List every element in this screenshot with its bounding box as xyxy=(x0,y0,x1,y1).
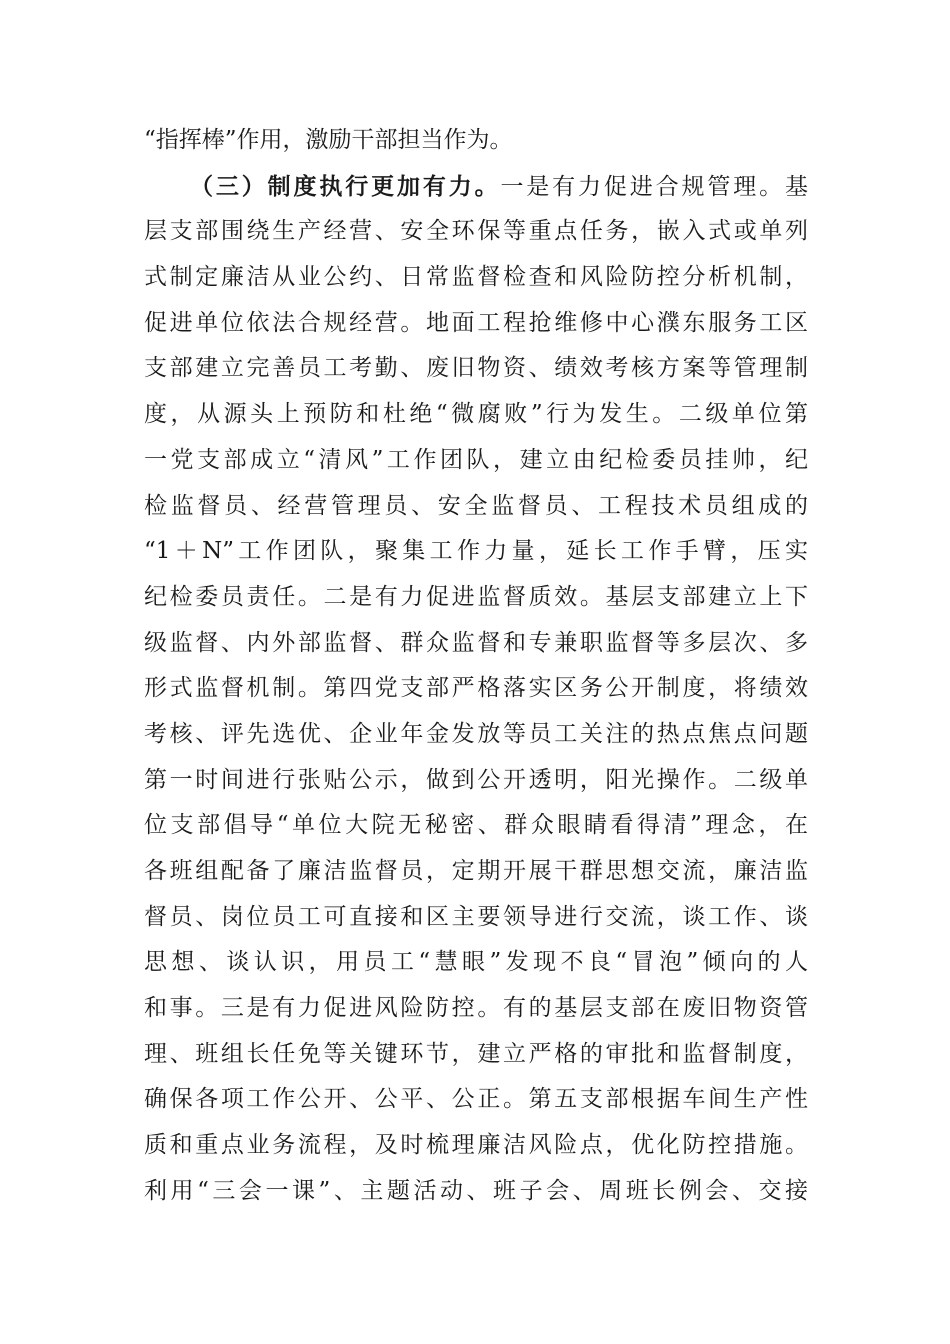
line-text: “指挥棒”作用，激励干部担当作为。 xyxy=(144,127,513,153)
text-line xyxy=(144,392,808,438)
text-line xyxy=(144,621,808,667)
text-line xyxy=(144,895,808,941)
text-line xyxy=(144,803,808,849)
section-heading: （三）制度执行更加有力。 xyxy=(190,172,501,200)
line-text: 层支部围绕生产经营、安全环保等重点任务，嵌入式或单列 xyxy=(144,218,808,245)
line-text: 考核、评先选优、企业年金发放等员工关注的热点焦点问题 xyxy=(144,720,808,747)
line-text: 确保各项工作公开、公平、公正。第五支部根据车间生产性 xyxy=(144,1086,808,1113)
text-line xyxy=(144,255,808,301)
text-line xyxy=(144,346,808,392)
text-line xyxy=(144,301,808,347)
line-text: 思想、谈认识，用员工“慧眼”发现不良“冒泡”倾向的人 xyxy=(144,949,808,976)
line-text: 督员、岗位员工可直接和区主要领导进行交流，谈工作、谈 xyxy=(144,903,808,930)
text-line xyxy=(144,438,808,484)
line-text: 支部建立完善员工考勤、废旧物资、绩效考核方案等管理制 xyxy=(144,355,808,382)
text-line xyxy=(144,666,808,712)
text-line xyxy=(144,575,808,621)
text-line xyxy=(144,1032,808,1078)
text-line xyxy=(144,758,808,804)
text-line xyxy=(144,712,808,758)
text-line xyxy=(144,484,808,530)
document-body xyxy=(144,118,808,1215)
line-text: 检监督员、经营管理员、安全监督员、工程技术员组成的 xyxy=(144,492,808,519)
line-text: 度，从源头上预防和杜绝“微腐败”行为发生。二级单位第 xyxy=(144,401,808,428)
line-text: 位支部倡导“单位大院无秘密、群众眼睛看得清”理念，在 xyxy=(144,812,808,839)
text-line xyxy=(144,1077,808,1123)
line-text: “1＋N”工作团队，聚集工作力量，延长工作手臂，压实 xyxy=(144,538,808,565)
line-text: 纪检委员责任。二是有力促进监督质效。基层支部建立上下 xyxy=(144,583,808,610)
line-text: 促进单位依法合规经营。地面工程抢维修中心濮东服务工区 xyxy=(144,309,808,336)
text-line xyxy=(144,1123,808,1169)
line-text: 一党支部成立“清风”工作团队，建立由纪检委员挂帅，纪 xyxy=(144,446,808,473)
line-text: 一是有力促进合规管理。基 xyxy=(500,173,809,200)
text-line xyxy=(144,849,808,895)
text-line xyxy=(144,164,808,210)
text-line xyxy=(144,118,808,164)
line-text: 和事。三是有力促进风险防控。有的基层支部在废旧物资管 xyxy=(144,995,808,1022)
line-text: 各班组配备了廉洁监督员，定期开展干群思想交流，廉洁监 xyxy=(144,858,808,884)
line-text: 利用“三会一课”、主题活动、班子会、周班长例会、交接 xyxy=(144,1177,808,1204)
text-line xyxy=(144,940,808,986)
text-line xyxy=(144,209,808,255)
text-line xyxy=(144,986,808,1032)
line-text: 理、班组长任免等关键环节，建立严格的审批和监督制度， xyxy=(144,1040,808,1067)
line-text: 质和重点业务流程，及时梳理廉洁风险点，优化防控措施。 xyxy=(144,1132,808,1159)
line-text: 形式监督机制。第四党支部严格落实区务公开制度，将绩效 xyxy=(144,675,808,702)
text-line xyxy=(144,529,808,575)
line-text: 级监督、内外部监督、群众监督和专兼职监督等多层次、多 xyxy=(144,629,808,656)
line-text: 第一时间进行张贴公示，做到公开透明，阳光操作。二级单 xyxy=(144,766,808,793)
text-line xyxy=(144,1169,808,1215)
line-text: 式制定廉洁从业公约、日常监督检查和风险防控分析机制， xyxy=(144,264,808,291)
